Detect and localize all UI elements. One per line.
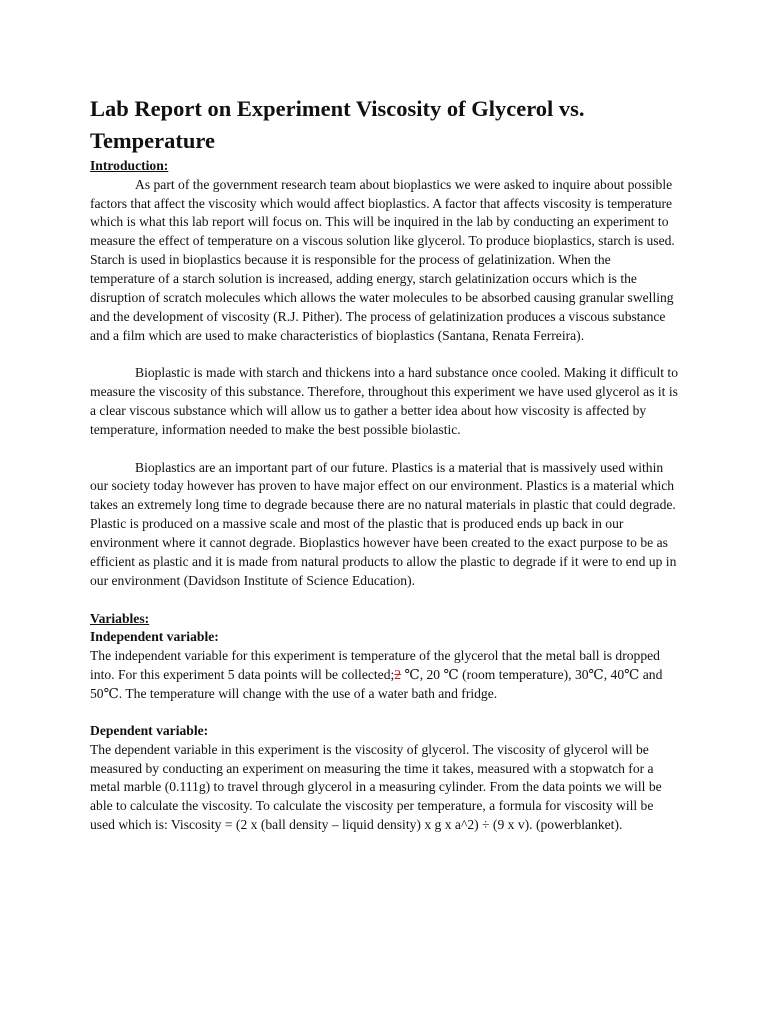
independent-text-after: ℃, 20 ℃ (room temperature), 30℃, 40℃ and 50℃. The temperature will change with the use of a water bath and fridge. [90, 666, 663, 701]
document-page [90, 93, 678, 835]
struck-annotation: 2 [394, 666, 402, 682]
dependent-variable-text: The dependent variable in this experiment is the viscosity of glycerol. The viscosity of glycerol will be measured by conducting an experiment on measuring the time it takes, measured with a stopwatch for a metal marble (0.111g) to travel through glycerol in a measuring cylinder. From the data points we will be able to calculate the viscosity. To calculate the viscosity per temperature, a formula for viscosity will be used which is: Viscosity = (2 x (ball density – liquid density) x g x a^2) ÷ (9 x v). (powerblanket). [90, 741, 662, 833]
independent-variable-heading: Independent variable: [90, 629, 219, 645]
introduction-paragraph-2: Bioplastic is made with starch and thickens into a hard substance once cooled. Making it difficult to measure the viscosity of this substance. Therefore, throughout this experiment we have used glycerol as it is a clear viscous substance which will allow us to gather a better idea about how viscosity is affected by temperature, information needed to make the best possible biolastic. [90, 365, 678, 438]
dependent-variable-heading: Dependent variable: [90, 723, 209, 738]
introduction-paragraph-1: As part of the government research team about bioplastics we were asked to inquire about possible factors that affect the viscosity which would affect bioplastics. A factor that affects viscosity is temperature which is what this lab report will focus on. This will be inquired in the lab by conducting an experiment to measure the effect of temperature on a viscous solution like glycerol. To produce bioplastics, starch is used. Starch is used in bioplastics because it is responsible for the process of gelatinization. When the temperature of a starch solution is increased, adding energy, starch gelatinization occurs which is the disruption of scratch molecules which allows the water molecules to be absorbed causing granular swelling and the development of viscosity (R.J. Pither). The process of gelatinization produces a viscous substance and a film which are used to make characteristics of bioplastics (Santana, Renata Ferreira). [90, 176, 675, 343]
introduction-paragraph-3: Bioplastics are an important part of our future. Plastics is a material that is massively used within our society today however has proven to have major effect on our environment. Plastics is a material which takes an extremely long time to degrade because there are no natural materials in plastic that could degrade. Plastic is produced on a massive scale and most of the plastic that is produced ends up back in our environment where it cannot degrade. Bioplastics however have been created to the exact purpose to be as efficient as plastic and it is made from natural products to allow the plastic to degrade if it were to end up in our environment (Davidson Institute of Science Education). [90, 459, 677, 588]
independent-text-before: The independent variable for this experiment is temperature of the glycerol that the metal ball is dropped into. For this experiment 5 data points will be collected; [90, 647, 660, 682]
variables-heading: Variables: [90, 610, 150, 626]
independent-variable-text [90, 647, 678, 704]
introduction-heading: Introduction: [90, 158, 169, 173]
document-title: Lab Report on Experiment Viscosity of Glycerol vs. Temperature [90, 96, 585, 153]
